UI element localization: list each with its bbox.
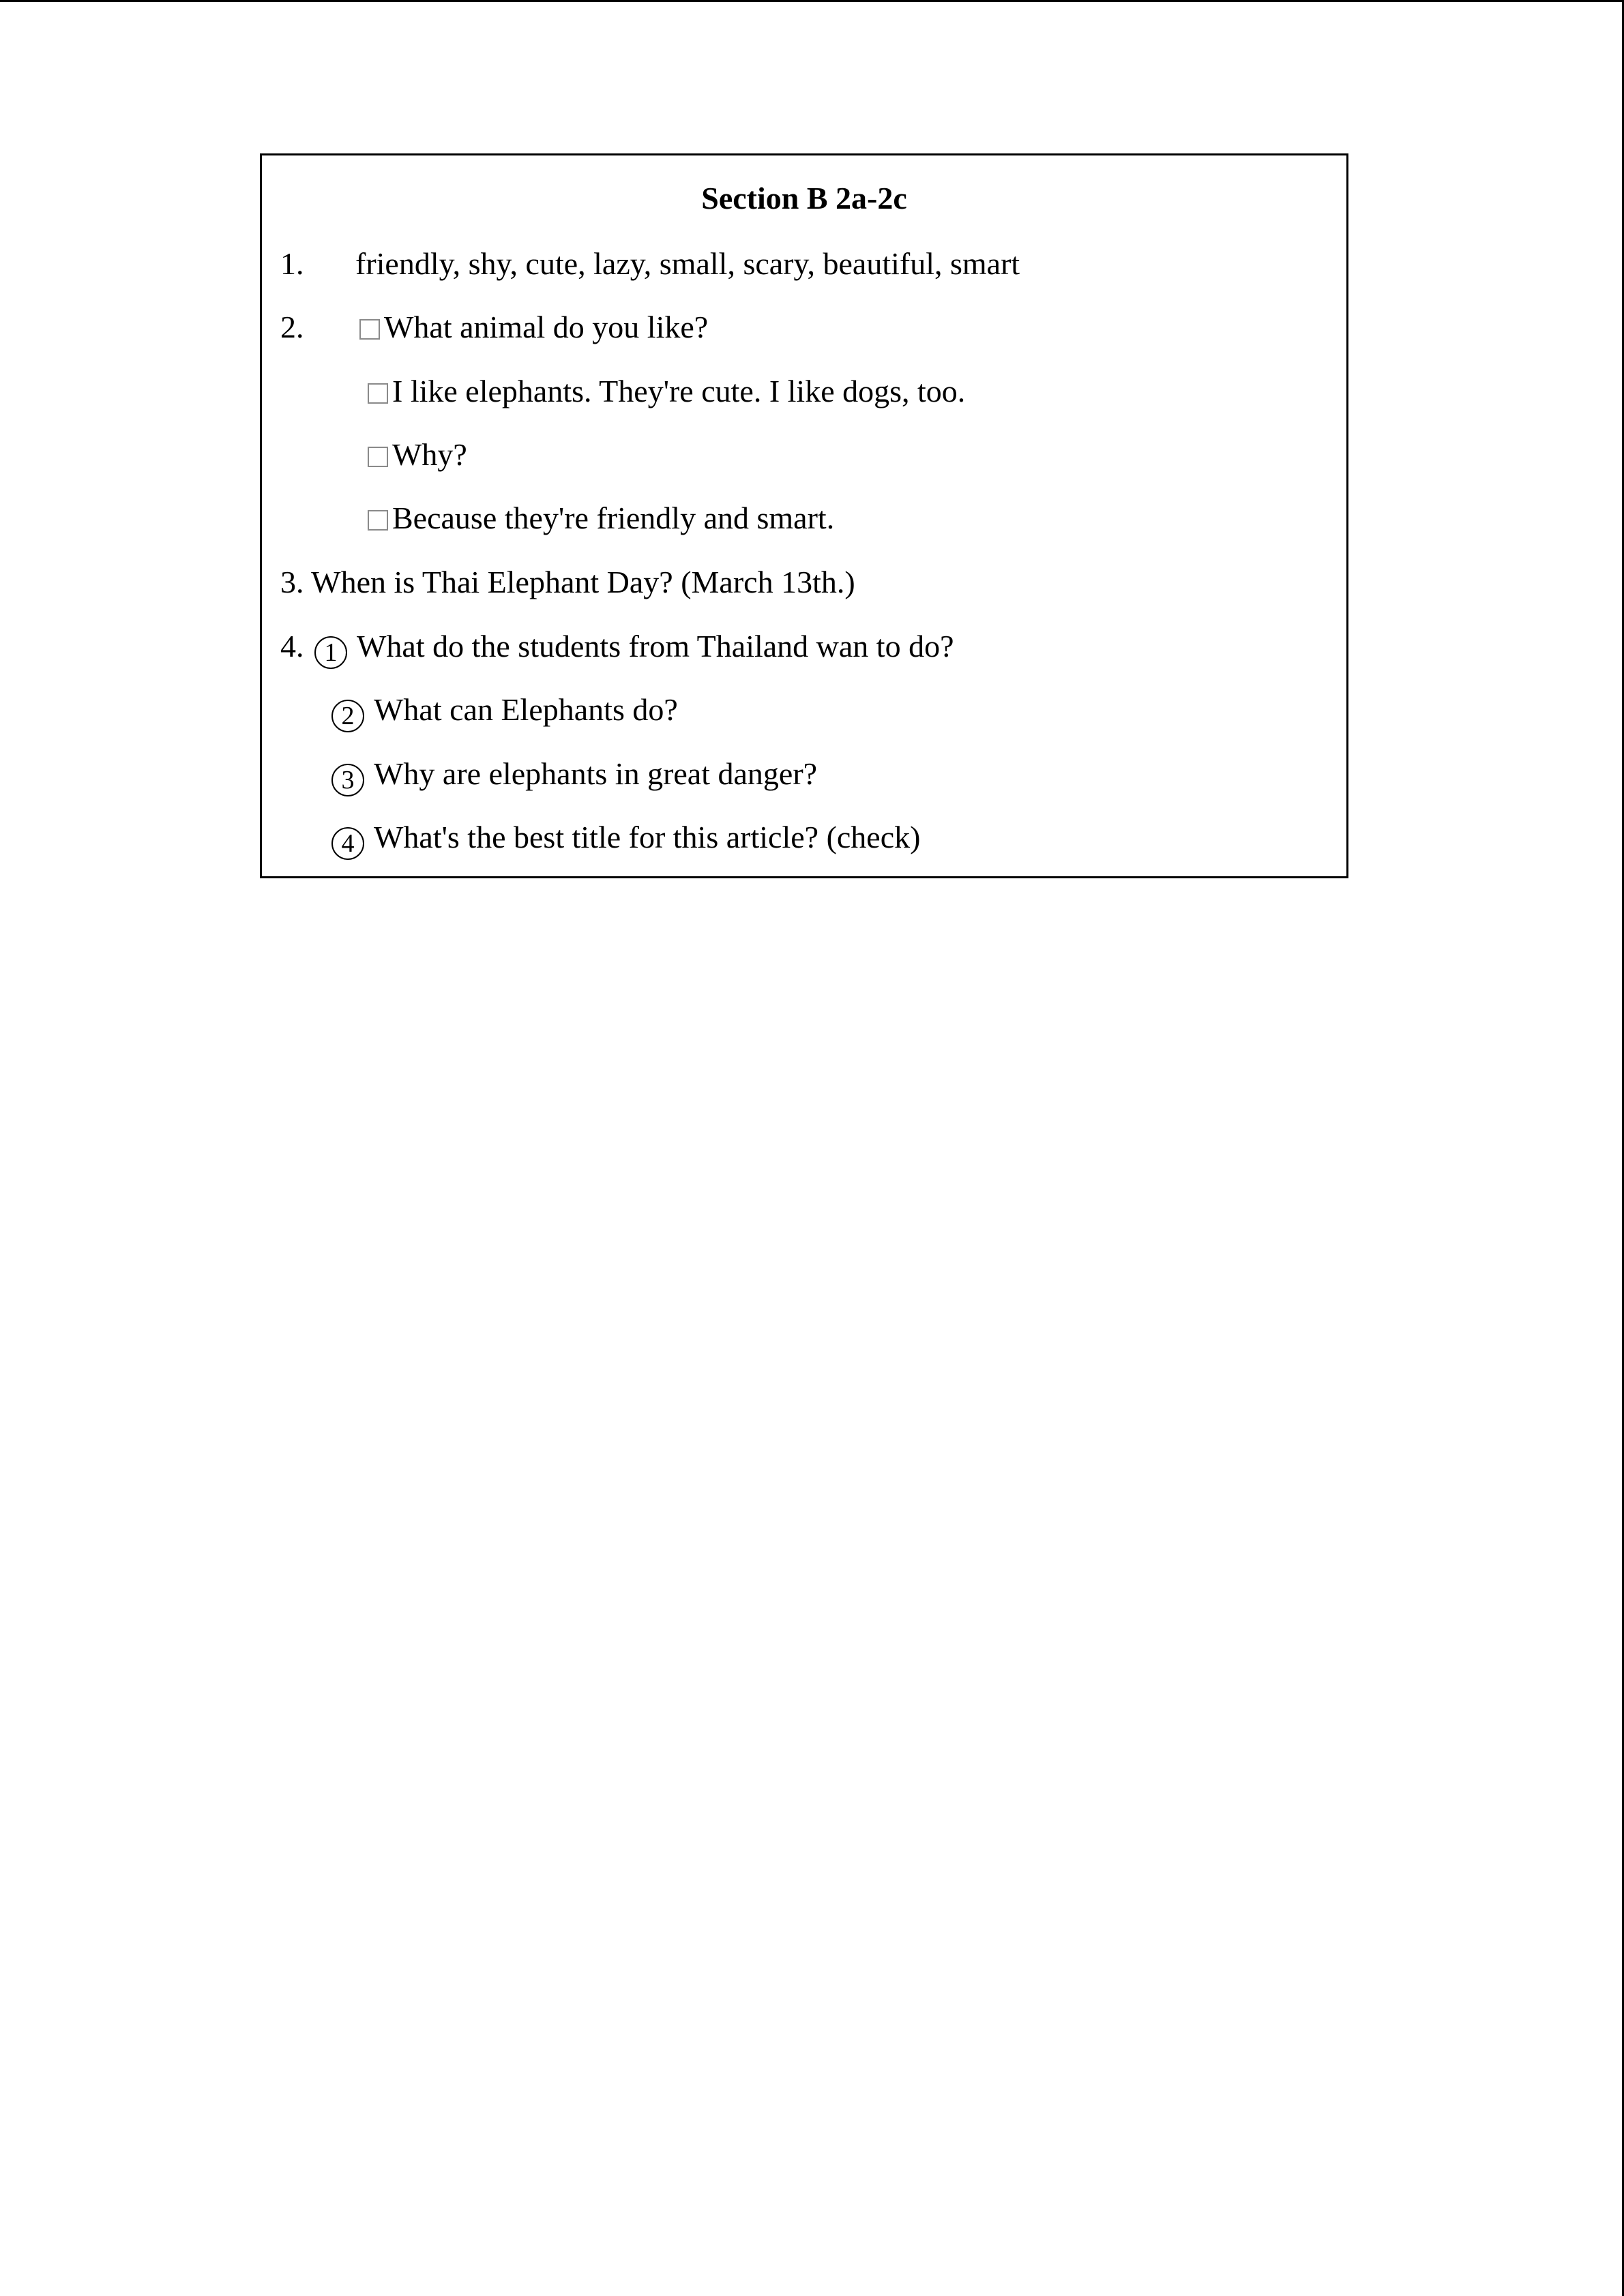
item4-number: 4. bbox=[280, 629, 304, 664]
page-edge-top bbox=[0, 0, 1624, 2]
reading-question bbox=[331, 822, 920, 860]
circled-number-icon: 1 bbox=[314, 636, 347, 669]
exercise-box bbox=[260, 153, 1348, 878]
empty-box-icon bbox=[359, 319, 380, 340]
question-text: Why are elephants in great danger? bbox=[374, 756, 818, 791]
question-text: What's the best title for this article? (check) bbox=[374, 820, 921, 854]
reading-question bbox=[331, 758, 817, 796]
dialogue-text: What animal do you like? bbox=[384, 310, 709, 344]
item1-number: 1. bbox=[280, 246, 304, 281]
dialogue-line bbox=[368, 503, 834, 534]
item2-number: 2. bbox=[280, 310, 304, 344]
dialogue-line bbox=[368, 376, 965, 407]
dialogue-line bbox=[359, 312, 708, 343]
reading-question bbox=[314, 631, 954, 669]
item1-adjectives: friendly, shy, cute, lazy, small, scary, beautiful, smart bbox=[355, 246, 1020, 281]
circled-number-icon: 2 bbox=[331, 700, 364, 732]
empty-box-icon bbox=[368, 447, 388, 467]
question-text: What do the students from Thailand wan to do? bbox=[357, 629, 954, 664]
dialogue-text: I like elephants. They're cute. I like dogs, too. bbox=[392, 374, 966, 408]
circled-number-icon: 3 bbox=[331, 764, 364, 796]
dialogue-text: Why? bbox=[392, 437, 467, 472]
question-text: What can Elephants do? bbox=[374, 692, 678, 727]
item3-question: 3. When is Thai Elephant Day? (March 13th.) bbox=[280, 565, 855, 599]
reading-question bbox=[331, 694, 678, 732]
empty-box-icon bbox=[368, 510, 388, 531]
section-title: Section B 2a-2c bbox=[701, 181, 907, 215]
circled-number-icon: 4 bbox=[331, 827, 364, 860]
dialogue-line bbox=[368, 439, 467, 471]
empty-box-icon bbox=[368, 383, 388, 404]
dialogue-text: Because they're friendly and smart. bbox=[392, 501, 835, 535]
